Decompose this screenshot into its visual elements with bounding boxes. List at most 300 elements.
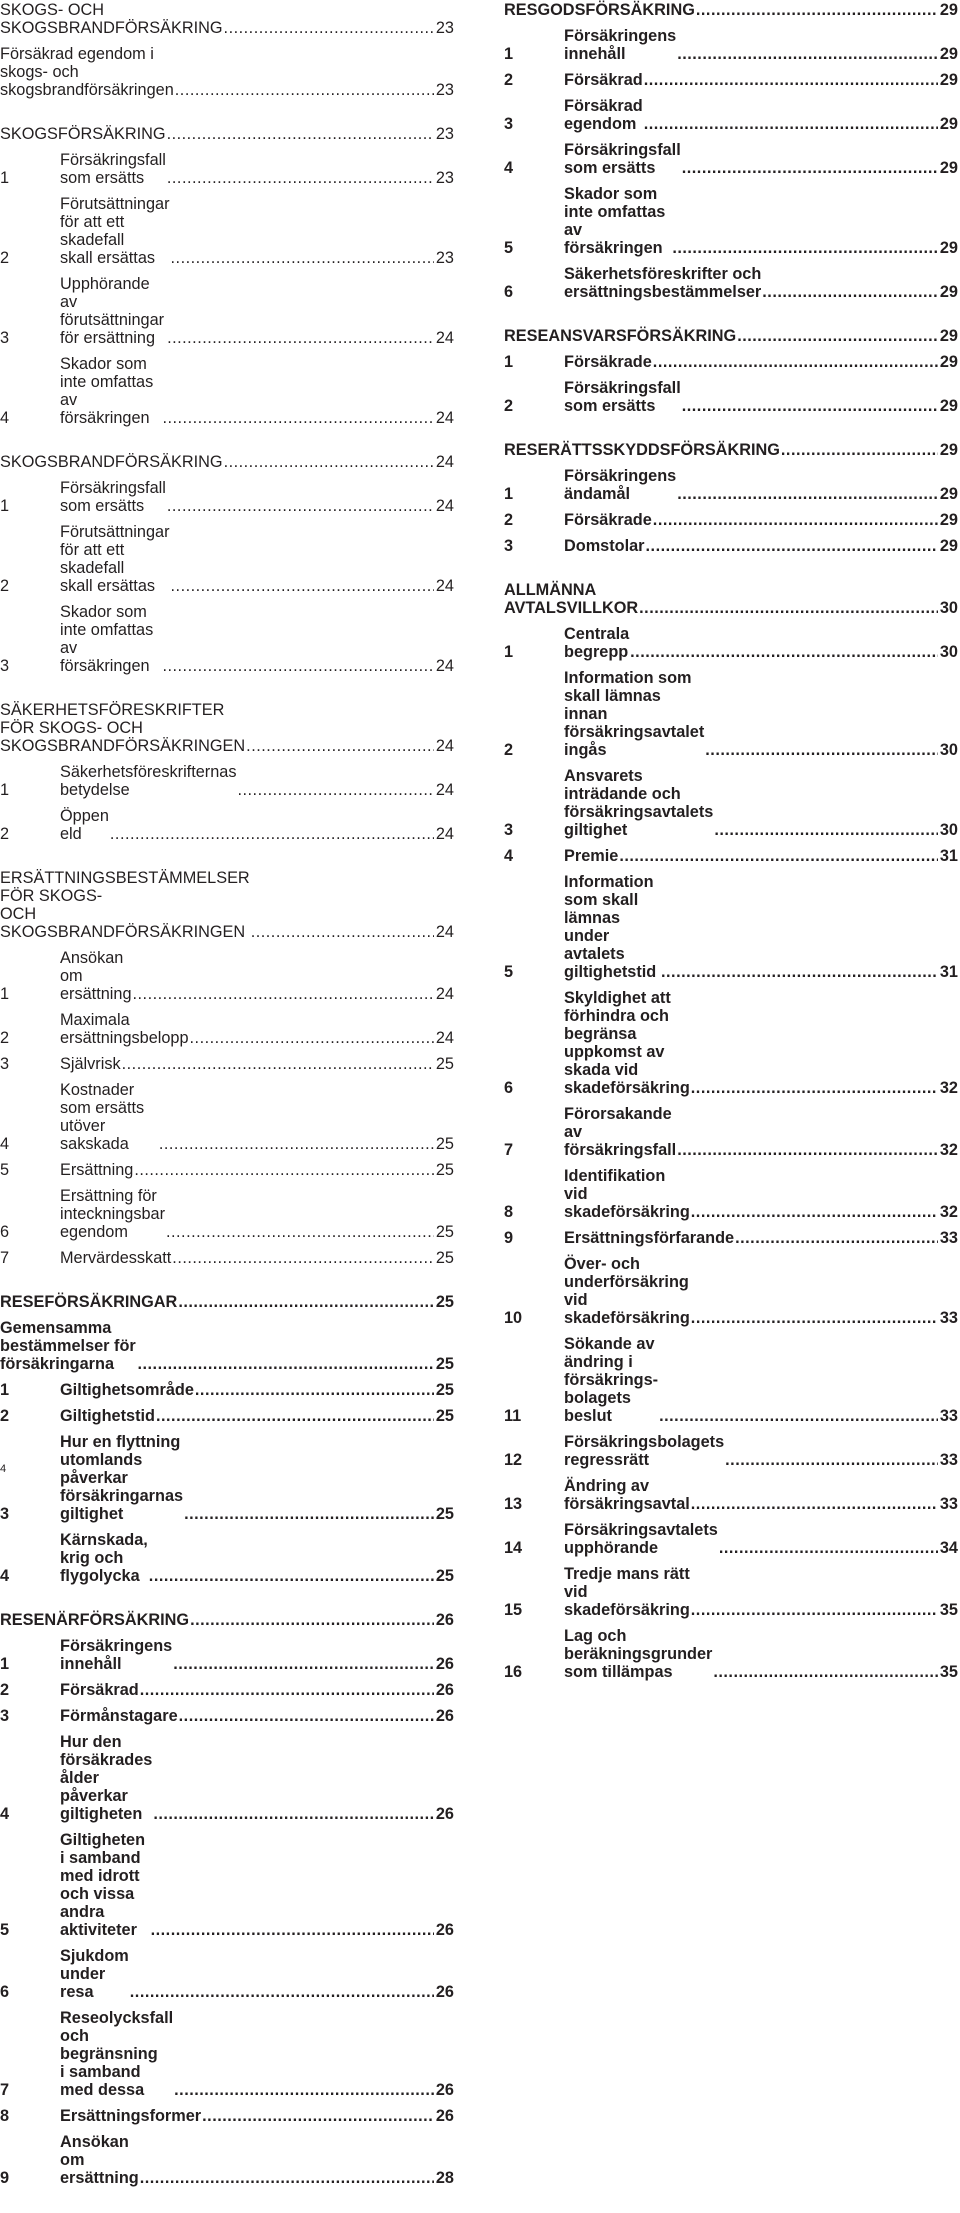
toc-entry-page: 26 xyxy=(435,1707,454,1725)
toc-entry[interactable] xyxy=(504,265,958,301)
toc-entry-page: 29 xyxy=(939,511,958,529)
dot-leader xyxy=(705,741,938,759)
toc-entry-title: Skyldighet att förhindra och begränsa uppkomst av skada vid skadeförsäkring xyxy=(564,989,690,1097)
toc-entry-number: 3 xyxy=(504,821,514,839)
toc-entry-title: Identifikation vid skadeförsäkring xyxy=(564,1167,690,1221)
toc-entry[interactable] xyxy=(0,1433,454,1523)
toc-entry[interactable] xyxy=(0,1081,454,1153)
toc-entry-title: Försäkrade xyxy=(564,511,652,529)
toc-entry-page: 29 xyxy=(939,115,958,133)
toc-entry[interactable] xyxy=(504,27,958,63)
toc-entry[interactable] xyxy=(0,1637,454,1673)
toc-section xyxy=(0,1611,454,2187)
toc-entry-number: 1 xyxy=(0,781,10,799)
toc-entry-page: 25 xyxy=(435,1567,454,1585)
toc-entry-page: 33 xyxy=(939,1451,958,1469)
toc-entry-title: SKOGS- OCH SKOGSBRANDFÖRSÄKRING xyxy=(0,1,223,37)
toc-entry-title: Säkerhetsföreskrifter och ersättningsbestämmelser xyxy=(564,265,762,301)
toc-entry[interactable] xyxy=(0,763,454,799)
toc-entry-number: 8 xyxy=(0,2107,10,2125)
dot-leader xyxy=(639,599,938,617)
toc-entry-number: 12 xyxy=(504,1451,523,1469)
toc-entry-title: Förmånstagare xyxy=(60,1707,178,1725)
toc-entry-page: 29 xyxy=(939,1,958,19)
toc-entry-title: Självrisk xyxy=(60,1055,121,1073)
toc-entry-number: 6 xyxy=(0,1983,10,2001)
toc-entry-page: 25 xyxy=(435,1505,454,1523)
dot-leader xyxy=(162,409,433,427)
dot-leader xyxy=(156,1407,434,1425)
toc-entry-title: RESEFÖRSÄKRINGAR xyxy=(0,1293,178,1311)
toc-entry-number: 2 xyxy=(504,397,514,415)
toc-entry-number: 4 xyxy=(0,1567,10,1585)
toc-entry-title: Skador som inte omfattas av försäkringen xyxy=(60,355,154,427)
toc-entry-title: Ersättningsformer xyxy=(60,2107,202,2125)
toc-entry-title: Försäkringsfall som ersätts xyxy=(60,479,166,515)
dot-leader xyxy=(140,1681,434,1699)
dot-leader xyxy=(184,1505,434,1523)
dot-leader xyxy=(134,1161,434,1179)
toc-entry-number: 2 xyxy=(0,577,10,595)
dot-leader xyxy=(682,159,938,177)
toc-entry[interactable] xyxy=(504,141,958,177)
toc-entry-title: Giltighetsområde xyxy=(60,1381,194,1399)
toc-heading[interactable] xyxy=(504,441,958,459)
toc-entry-page: 31 xyxy=(939,963,958,981)
toc-entry-number: 1 xyxy=(0,169,10,187)
toc-entry-number: 7 xyxy=(0,2081,10,2099)
toc-entry-title: ALLMÄNNA AVTALSVILLKOR xyxy=(504,581,639,617)
toc-entry[interactable] xyxy=(0,1407,454,1425)
toc-entry-number: 3 xyxy=(0,1505,10,1523)
toc-entry[interactable] xyxy=(0,2133,454,2187)
toc-entry-number: 2 xyxy=(504,511,514,529)
toc-entry[interactable] xyxy=(0,1055,454,1073)
toc-entry-title: Skador som inte omfattas av försäkringen xyxy=(564,185,666,257)
toc-entry-page: 23 xyxy=(435,125,454,143)
dot-leader xyxy=(110,825,434,843)
toc-entry-number: 9 xyxy=(504,1229,514,1247)
toc-entry[interactable] xyxy=(0,1249,454,1267)
toc-entry-page: 24 xyxy=(435,781,454,799)
toc-entry-number: 2 xyxy=(0,1681,10,1699)
toc-entry-page: 29 xyxy=(939,485,958,503)
dot-leader xyxy=(130,1983,434,2001)
toc-entry-number: 7 xyxy=(504,1141,514,1159)
dot-leader xyxy=(691,1309,938,1327)
toc-entry-number: 2 xyxy=(504,71,514,89)
toc-entry-title: Lag och beräkningsgrunder som tillämpas xyxy=(564,1627,713,1681)
toc-entry[interactable] xyxy=(504,1477,958,1513)
toc-entry[interactable] xyxy=(504,379,958,415)
toc-heading[interactable] xyxy=(0,1319,454,1373)
toc-entry-page: 24 xyxy=(435,453,454,471)
toc-entry-page: 29 xyxy=(939,397,958,415)
toc-entry-number: 2 xyxy=(0,249,10,267)
toc-entry-number: 2 xyxy=(504,741,514,759)
toc-entry-page: 26 xyxy=(435,1921,454,1939)
toc-entry-title: Sökande av ändring i försäkrings- bolagets beslut xyxy=(564,1335,659,1425)
toc-entry-title: Ersättning xyxy=(60,1161,134,1179)
toc-entry-title: Försäkringsfall som ersätts xyxy=(564,379,681,415)
dot-leader xyxy=(619,847,938,865)
toc-entry[interactable] xyxy=(0,1733,454,1823)
toc-entry-title: Maximala ersättningsbelopp xyxy=(60,1011,189,1047)
dot-leader xyxy=(166,1223,434,1241)
toc-entry-number: 1 xyxy=(504,45,514,63)
toc-entry[interactable] xyxy=(504,873,958,981)
dot-leader xyxy=(224,19,434,37)
toc-entry-title: Försäkringens innehåll xyxy=(60,1637,173,1673)
toc-entry-page: 29 xyxy=(939,45,958,63)
toc-entry-number: 13 xyxy=(504,1495,523,1513)
toc-entry[interactable] xyxy=(0,1187,454,1241)
toc-entry[interactable] xyxy=(0,2009,454,2099)
toc-entry-page: 33 xyxy=(939,1495,958,1513)
dot-leader xyxy=(644,115,938,133)
toc-heading[interactable] xyxy=(0,869,454,941)
toc-entry-title: Information som skall lämnas under avtalets giltighetstid xyxy=(564,873,657,981)
toc-entry-page: 26 xyxy=(435,1983,454,2001)
toc-heading[interactable] xyxy=(0,45,454,99)
dot-leader xyxy=(195,1381,434,1399)
toc-entry-title: Försäkringsfall som ersätts xyxy=(564,141,681,177)
toc-entry-number: 8 xyxy=(504,1203,514,1221)
toc-entry-number: 1 xyxy=(0,985,10,1003)
toc-heading[interactable] xyxy=(504,327,958,345)
toc-entry-page: 32 xyxy=(939,1141,958,1159)
dot-leader xyxy=(672,239,938,257)
dot-leader xyxy=(762,283,938,301)
dot-leader xyxy=(171,249,434,267)
toc-entry[interactable] xyxy=(0,1681,454,1699)
toc-entry-title: Försäkrad xyxy=(60,1681,139,1699)
dot-leader xyxy=(691,1495,938,1513)
toc-entry[interactable] xyxy=(504,185,958,257)
dot-leader xyxy=(167,169,434,187)
toc-entry-number: 1 xyxy=(504,353,514,371)
dot-leader xyxy=(133,985,434,1003)
dot-leader xyxy=(137,1355,433,1373)
toc-entry-number: 16 xyxy=(504,1663,523,1681)
toc-entry-title: RESEANSVARSFÖRSÄKRING xyxy=(504,327,737,345)
toc-entry-page: 23 xyxy=(435,81,454,99)
toc-entry-number: 10 xyxy=(504,1309,523,1327)
toc-entry-number: 4 xyxy=(504,159,514,177)
toc-entry-title: Försäkringsbolagets regressrätt xyxy=(564,1433,725,1469)
toc-entry-title: Mervärdesskatt xyxy=(60,1249,172,1267)
dot-leader xyxy=(714,821,938,839)
toc-entry-title: Kärnskada, krig och flygolycka xyxy=(60,1531,148,1585)
toc-entry-page: 26 xyxy=(435,1681,454,1699)
toc-entry-number: 9 xyxy=(0,2169,10,2187)
toc-entry[interactable] xyxy=(0,2107,454,2125)
toc-entry-number: 3 xyxy=(0,657,10,675)
toc-section xyxy=(0,701,454,843)
toc-entry-page: 24 xyxy=(435,737,454,755)
toc-entry-title: Ersättningsförfarande xyxy=(564,1229,735,1247)
toc-entry-number: 6 xyxy=(0,1223,10,1241)
toc-entry[interactable] xyxy=(504,1627,958,1681)
toc-entry-page: 23 xyxy=(435,169,454,187)
dot-leader xyxy=(661,963,938,981)
toc-entry[interactable] xyxy=(504,1335,958,1425)
toc-entry[interactable] xyxy=(504,1433,958,1469)
dot-leader xyxy=(719,1539,938,1557)
toc-heading[interactable] xyxy=(0,125,454,143)
toc-entry-page: 25 xyxy=(435,1355,454,1373)
toc-left-column xyxy=(0,1,454,2213)
toc-right-column xyxy=(504,1,958,1707)
toc-entry-number: 2 xyxy=(0,825,10,843)
toc-heading[interactable] xyxy=(0,1293,454,1311)
dot-leader xyxy=(190,1029,434,1047)
toc-entry-page: 23 xyxy=(435,249,454,267)
toc-entry-number: 4 xyxy=(504,847,514,865)
toc-heading[interactable] xyxy=(0,701,454,755)
dot-leader xyxy=(653,511,938,529)
toc-entry-page: 31 xyxy=(939,847,958,865)
toc-entry-title: Försäkringsavtalets upphörande xyxy=(564,1521,718,1557)
toc-entry-page: 33 xyxy=(939,1309,958,1327)
toc-entry-page: 26 xyxy=(435,2081,454,2099)
dot-leader xyxy=(224,453,434,471)
toc-entry-number: 1 xyxy=(0,1655,10,1673)
toc-entry-title: RESERÄTTSSKYDDSFÖRSÄKRING xyxy=(504,441,780,459)
toc-entry[interactable] xyxy=(0,1381,454,1399)
toc-entry-title: Ersättning för inteckningsbar egendom xyxy=(60,1187,165,1241)
toc-entry-title: SÄKERHETSFÖRESKRIFTER FÖR SKOGS- OCH SKOGSBRANDFÖRSÄKRINGEN xyxy=(0,701,246,755)
toc-entry-number: 1 xyxy=(504,485,514,503)
toc-section xyxy=(504,1,958,301)
toc-entry-title: Försäkrad xyxy=(564,71,643,89)
dot-leader xyxy=(172,1249,434,1267)
toc-entry-number: 1 xyxy=(0,1381,10,1399)
toc-entry-title: Säkerhetsföreskrifternas betydelse xyxy=(60,763,237,799)
toc-section xyxy=(0,453,454,675)
toc-entry-page: 30 xyxy=(939,821,958,839)
toc-entry[interactable] xyxy=(504,989,958,1097)
dot-leader xyxy=(190,1611,434,1629)
toc-entry[interactable] xyxy=(504,1229,958,1247)
toc-entry-title: Kostnader som ersätts utöver sakskada xyxy=(60,1081,145,1153)
toc-entry-title: Reseolycksfall och begränsning i samband med dessa xyxy=(60,2009,174,2099)
toc-entry-title: Över- och underförsäkring vid skadeförsäkring xyxy=(564,1255,690,1327)
toc-entry-page: 29 xyxy=(939,353,958,371)
toc-entry[interactable] xyxy=(504,625,958,661)
toc-entry[interactable] xyxy=(504,71,958,89)
toc-entry[interactable] xyxy=(504,1167,958,1221)
toc-entry[interactable] xyxy=(0,479,454,515)
toc-section xyxy=(504,441,958,555)
toc-entry[interactable] xyxy=(0,151,454,187)
toc-entry-title: Gemensamma bestämmelser för försäkringarna xyxy=(0,1319,136,1373)
toc-entry[interactable] xyxy=(504,97,958,133)
toc-entry-page: 23 xyxy=(435,19,454,37)
toc-entry[interactable] xyxy=(504,1105,958,1159)
dot-leader xyxy=(149,1567,434,1585)
toc-entry-number: 3 xyxy=(504,115,514,133)
toc-entry[interactable] xyxy=(504,353,958,371)
toc-entry[interactable] xyxy=(0,1947,454,2001)
toc-entry-page: 29 xyxy=(939,71,958,89)
toc-section xyxy=(504,327,958,415)
toc-entry-number: 14 xyxy=(504,1539,523,1557)
toc-entry-title: Upphörande av förutsättningar för ersättning xyxy=(60,275,165,347)
toc-entry-title: Skador som inte omfattas av försäkringen xyxy=(60,603,154,675)
toc-entry-number: 15 xyxy=(504,1601,523,1619)
toc-entry[interactable] xyxy=(504,847,958,865)
toc-entry-page: 25 xyxy=(435,1223,454,1241)
toc-entry-number: 6 xyxy=(504,283,514,301)
dot-leader xyxy=(677,45,938,63)
dot-leader xyxy=(174,2081,434,2099)
toc-entry-title: RESENÄRFÖRSÄKRING xyxy=(0,1611,190,1629)
toc-entry[interactable] xyxy=(504,767,958,839)
toc-entry-page: 25 xyxy=(435,1381,454,1399)
toc-entry-title: Ändring av försäkringsavtal xyxy=(564,1477,690,1513)
toc-entry-page: 28 xyxy=(435,2169,454,2187)
toc-entry-title: Förorsakande av försäkringsfall xyxy=(564,1105,677,1159)
toc-entry-title: Ansvarets inträdande och försäkringsavtalets giltighet xyxy=(564,767,714,839)
toc-entry-title: Försäkringens ändamål xyxy=(564,467,677,503)
toc-entry-page: 24 xyxy=(435,657,454,675)
toc-entry[interactable] xyxy=(0,807,454,843)
toc-entry-page: 35 xyxy=(939,1663,958,1681)
toc-entry-number: 5 xyxy=(504,239,514,257)
toc-entry-title: Hur en flyttning utomlands påverkar försäkringarnas giltighet xyxy=(60,1433,184,1523)
dot-leader xyxy=(677,485,938,503)
toc-entry-page: 26 xyxy=(435,1611,454,1629)
toc-entry-page: 29 xyxy=(939,327,958,345)
toc-entry[interactable] xyxy=(0,1707,454,1725)
dot-leader xyxy=(735,1229,938,1247)
toc-entry-page: 24 xyxy=(435,409,454,427)
dot-leader xyxy=(691,1601,938,1619)
toc-entry-title: Sjukdom under resa xyxy=(60,1947,129,2001)
toc-entry-page: 25 xyxy=(435,1055,454,1073)
toc-entry-number: 5 xyxy=(0,1921,10,1939)
toc-entry-title: Försäkrade xyxy=(564,353,652,371)
toc-entry-page: 29 xyxy=(939,283,958,301)
toc-entry[interactable] xyxy=(504,1255,958,1327)
toc-heading[interactable] xyxy=(0,1,454,37)
toc-entry-title: Försäkrad egendom i skogs- och skogsbrandförsäkringen xyxy=(0,45,174,99)
toc-entry-page: 25 xyxy=(435,1135,454,1153)
toc-entry-title: Förutsättningar för att ett skadefall skall ersättas xyxy=(60,523,170,595)
toc-entry-page: 24 xyxy=(435,825,454,843)
toc-entry[interactable] xyxy=(504,1521,958,1557)
page-number: 4 xyxy=(0,1463,7,1475)
toc-entry[interactable] xyxy=(0,195,454,267)
toc-entry-page: 29 xyxy=(939,159,958,177)
toc-entry[interactable] xyxy=(0,949,454,1003)
toc-entry-page: 24 xyxy=(435,985,454,1003)
dot-leader xyxy=(646,537,938,555)
dot-leader xyxy=(167,125,434,143)
toc-entry-page: 35 xyxy=(939,1601,958,1619)
dot-leader xyxy=(140,2169,434,2187)
dot-leader xyxy=(737,327,938,345)
toc-section xyxy=(0,1293,454,1585)
toc-entry-title: Tredje mans rätt vid skadeförsäkring xyxy=(564,1565,690,1619)
toc-entry-title: Premie xyxy=(564,847,619,865)
toc-entry[interactable] xyxy=(0,355,454,427)
toc-entry-page: 33 xyxy=(939,1407,958,1425)
toc-entry-page: 24 xyxy=(435,577,454,595)
toc-entry-title: Försäkrad egendom xyxy=(564,97,643,133)
toc-heading[interactable] xyxy=(504,581,958,617)
toc-entry-page: 25 xyxy=(435,1293,454,1311)
dot-leader xyxy=(659,1407,938,1425)
dot-leader xyxy=(159,1135,434,1153)
toc-entry-title: SKOGSBRANDFÖRSÄKRING xyxy=(0,453,223,471)
dot-leader xyxy=(179,1707,434,1725)
toc-heading[interactable] xyxy=(0,1611,454,1629)
toc-entry[interactable] xyxy=(504,537,958,555)
toc-entry-page: 25 xyxy=(435,1249,454,1267)
toc-entry-number: 4 xyxy=(0,409,10,427)
toc-section xyxy=(504,581,958,1681)
toc-entry-number: 2 xyxy=(0,1407,10,1425)
toc-entry[interactable] xyxy=(504,1565,958,1619)
toc-entry-title: Försäkringens innehåll xyxy=(564,27,677,63)
toc-entry-page: 25 xyxy=(435,1407,454,1425)
toc-entry-page: 26 xyxy=(435,1655,454,1673)
dot-leader xyxy=(122,1055,434,1073)
toc-section xyxy=(0,869,454,1267)
dot-leader xyxy=(167,329,434,347)
toc-entry[interactable] xyxy=(0,603,454,675)
toc-entry-page: 26 xyxy=(435,1805,454,1823)
toc-entry[interactable] xyxy=(0,1531,454,1585)
toc-entry-number: 6 xyxy=(504,1079,514,1097)
toc-entry-title: Giltigheten i samband med idrott och vissa andra aktiviteter xyxy=(60,1831,146,1939)
toc-entry[interactable] xyxy=(504,511,958,529)
toc-heading[interactable] xyxy=(504,1,958,19)
toc-entry-page: 32 xyxy=(939,1079,958,1097)
toc-entry-page: 26 xyxy=(435,2107,454,2125)
toc-heading[interactable] xyxy=(0,453,454,471)
toc-entry-page: 30 xyxy=(939,643,958,661)
toc-entry[interactable] xyxy=(504,467,958,503)
dot-leader xyxy=(696,1,938,19)
toc-entry-page: 33 xyxy=(939,1229,958,1247)
toc-entry[interactable] xyxy=(0,275,454,347)
toc-entry-number: 4 xyxy=(0,1135,10,1153)
toc-entry[interactable] xyxy=(0,523,454,595)
toc-entry-page: 24 xyxy=(435,1029,454,1047)
toc-entry-number: 4 xyxy=(0,1805,10,1823)
dot-leader xyxy=(781,441,938,459)
toc-entry-page: 29 xyxy=(939,441,958,459)
toc-entry-number: 11 xyxy=(504,1407,522,1425)
toc-entry[interactable] xyxy=(0,1831,454,1939)
toc-entry[interactable] xyxy=(504,669,958,759)
toc-entry-title: Hur den försäkrades ålder påverkar giltigheten xyxy=(60,1733,153,1823)
toc-entry[interactable] xyxy=(0,1161,454,1179)
toc-entry-page: 24 xyxy=(435,329,454,347)
dot-leader xyxy=(713,1663,938,1681)
dot-leader xyxy=(237,781,433,799)
dot-leader xyxy=(677,1141,938,1159)
dot-leader xyxy=(251,923,434,941)
toc-entry[interactable] xyxy=(0,1011,454,1047)
toc-entry-page: 24 xyxy=(435,497,454,515)
dot-leader xyxy=(644,71,938,89)
toc-entry-number: 1 xyxy=(0,497,10,515)
toc-entry-number: 3 xyxy=(0,1055,10,1073)
